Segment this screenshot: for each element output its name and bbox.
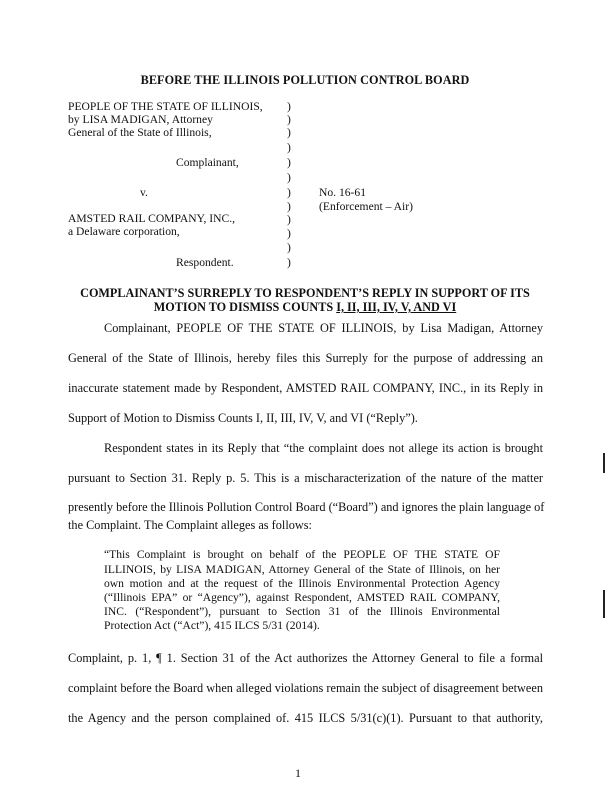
caption-respondent-line: a Delaware corporation, — [68, 225, 180, 238]
caption-paren: ) — [287, 156, 291, 169]
caption-paren: ) — [287, 241, 291, 254]
filing-title — [40, 286, 570, 314]
paragraph-line: General of the State of Illinois, hereby files this Surreply for the purpose of addressing an — [68, 351, 543, 365]
quote-line: Protection Act (“Act”), 415 ILCS 5/31 (2014). — [104, 619, 320, 632]
paragraph-line: Complaint, p. 1, ¶ 1. Section 31 of the Act authorizes the Attorney General to file a formal — [68, 651, 543, 665]
paragraph-line: inaccurate statement made by Respondent, AMSTED RAIL COMPANY, INC., in its Reply in — [68, 381, 543, 395]
caption-versus: v. — [140, 186, 148, 199]
caption-party-line: PEOPLE OF THE STATE OF ILLINOIS, — [68, 100, 263, 113]
caption-paren: ) — [287, 200, 291, 213]
quote-line: own motion and at the request of the Illinois Environmental Protection Agency — [104, 577, 500, 590]
paragraph-line: Complainant, PEOPLE OF THE STATE OF ILLINOIS, by Lisa Madigan, Attorney — [104, 321, 543, 335]
paragraph-line: Respondent states in its Reply that “the complaint does not allege its action is brought — [104, 441, 543, 455]
caption-paren: ) — [287, 141, 291, 154]
quote-line: INC. (“Respondent”), pursuant to Section 31 of the Illinois Environmental — [104, 605, 500, 618]
caption-paren: ) — [287, 186, 291, 199]
case-number: No. 16-61 — [319, 186, 367, 199]
caption-party-line: General of the State of Illinois, — [68, 126, 212, 139]
quote-line: (“Illinois EPA” or “Agency”), against Respondent, AMSTED RAIL COMPANY, — [104, 591, 500, 604]
caption-paren: ) — [287, 213, 291, 226]
caption-paren: ) — [287, 100, 291, 113]
paragraph-line: presently before the Illinois Pollution Control Board (“Board”) and ignores the plain language of — [68, 500, 545, 514]
paragraph-line: pursuant to Section 31. Reply p. 5. This is a mischaracterization of the nature of the matter — [68, 471, 543, 485]
caption-respondent-label: Respondent. — [176, 256, 234, 269]
filing-title-counts: I, II, III, IV, V, AND VI — [336, 300, 457, 314]
board-heading: BEFORE THE ILLINOIS POLLUTION CONTROL BOARD — [140, 73, 470, 87]
caption-paren: ) — [287, 113, 291, 126]
paragraph-line: complaint before the Board when alleged violations remain the subject of disagreement between — [68, 681, 543, 695]
paragraph-line: the Agency and the person complained of. 415 ILCS 5/31(c)(1). Pursuant to that authority, — [68, 711, 543, 725]
filing-title-prefix: MOTION TO DISMISS COUNTS — [153, 300, 337, 314]
caption-paren: ) — [287, 256, 291, 269]
paragraph-line: the Complaint. The Complaint alleges as follows: — [68, 518, 312, 532]
filing-title-line — [40, 300, 570, 314]
quote-line: ILLINOIS, by LISA MADIGAN, Attorney General of the State of Illinois, on her — [104, 563, 500, 576]
page-number: 1 — [295, 766, 301, 780]
quote-line: “This Complaint is brought on behalf of the PEOPLE OF THE STATE OF — [104, 548, 500, 561]
case-caption — [68, 100, 568, 275]
caption-paren: ) — [287, 126, 291, 139]
caption-paren: ) — [287, 227, 291, 240]
paragraph-line: Support of Motion to Dismiss Counts I, II, III, IV, V, and VI (“Reply”). — [68, 411, 418, 425]
filing-title-line: COMPLAINANT’S SURREPLY TO RESPONDENT’S REPLY IN SUPPORT OF ITS — [80, 286, 530, 300]
scan-margin-mark — [603, 453, 605, 473]
caption-complainant-label: Complainant, — [176, 156, 239, 169]
scan-margin-mark — [603, 590, 605, 618]
case-type: (Enforcement – Air) — [319, 200, 414, 213]
caption-paren: ) — [287, 171, 291, 184]
caption-party-line: by LISA MADIGAN, Attorney — [68, 113, 213, 126]
caption-respondent-line: AMSTED RAIL COMPANY, INC., — [68, 212, 236, 225]
